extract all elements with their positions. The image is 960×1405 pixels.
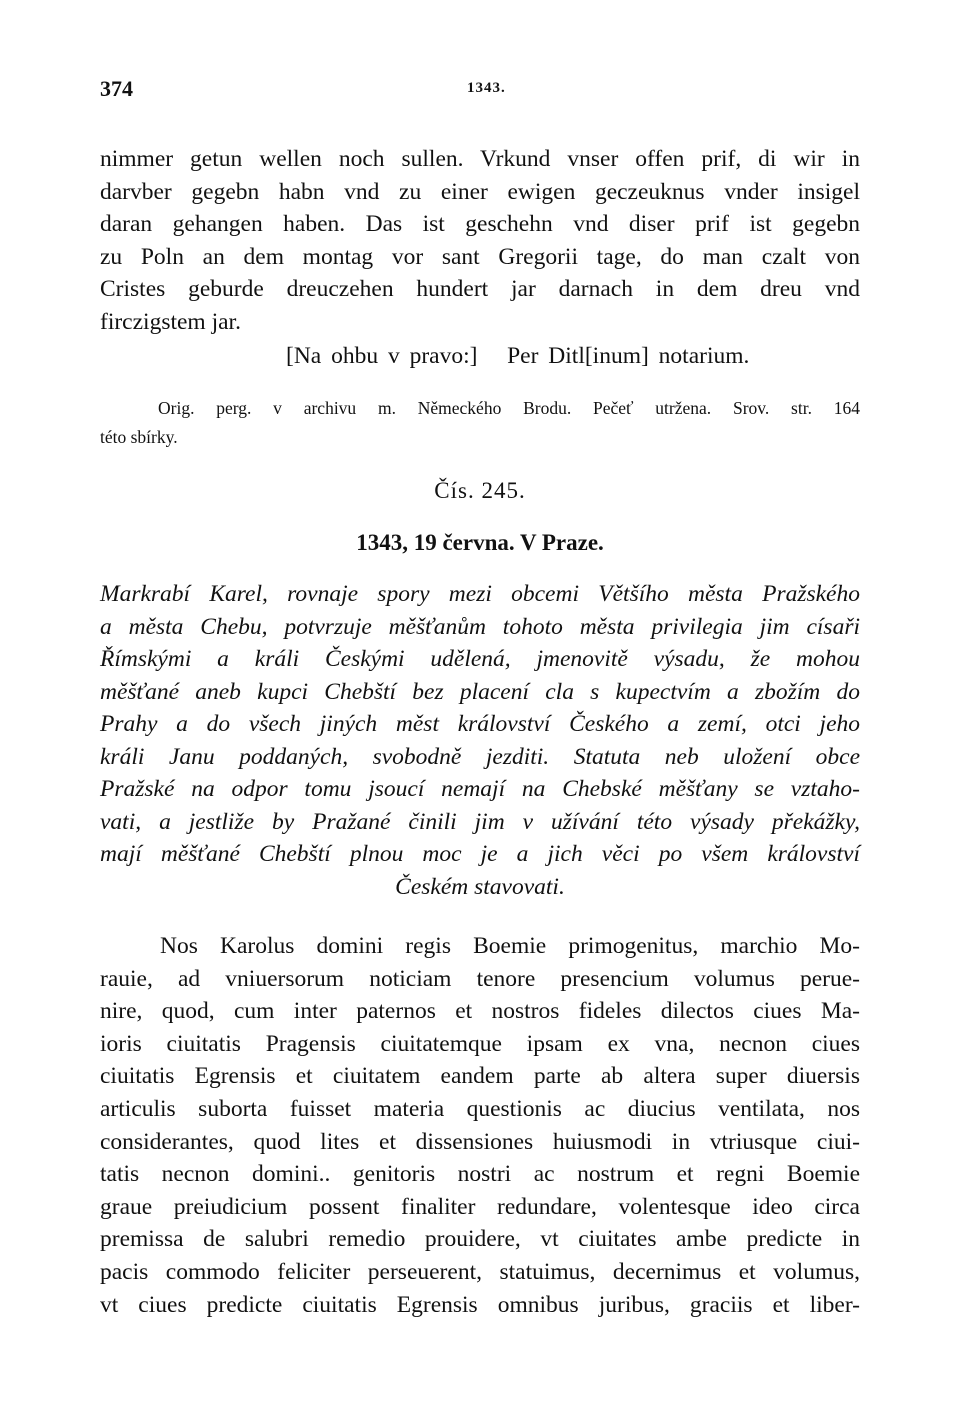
regest-line: Českém stavovati. (395, 873, 565, 900)
running-head-year: 1343. (467, 80, 506, 96)
german-text-line: darvber gegebn habn vnd zu einer ewigen geczeuknus vnder insigel (100, 178, 860, 205)
regest-line: měšťané aneb kupci Chebští bez placení cla s kupectvím a zbožím do (100, 678, 860, 705)
latin-text-line: articulis suborta fuisset materia questionis ac diucius ventilata, nos (100, 1095, 860, 1122)
regest-line: Markrabí Karel, rovnaje spory mezi obcemi Většího města Pražského (100, 581, 860, 607)
page-number: 374 (100, 76, 133, 101)
latin-text-line: Nos Karolus domini regis Boemie primogenitus, marchio Mo- (160, 933, 860, 959)
archival-note (100, 394, 860, 452)
latin-text-line: ioris ciuitatis Pragensis ciuitatemque ipsam ex vna, necnon ciues (100, 1030, 860, 1057)
latin-text-line: tatis necnon domini.. genitoris nostri ac nostrum et regni Boemie (100, 1161, 860, 1188)
regest-line: a města Chebu, potvrzuje měšťanům tohoto města privilegia jim císaři (100, 613, 860, 640)
german-text-line: daran gehangen haben. Das ist geschehn vnd diser prif ist gegebn (100, 211, 860, 237)
regest-line: Pražské na odpor tomu jsoucí nemají na Chebské měšťany se vztaho- (100, 776, 860, 802)
latin-text-line: vt ciues predicte ciuitatis Egrensis omnibus juribus, graciis et liber- (100, 1291, 860, 1318)
german-text-line: Cristes geburde dreuczehen hundert jar darnach in dem dreu vnd (100, 276, 860, 302)
document-number: Čís. 245. (434, 478, 526, 503)
latin-text-line: pacis commodo feliciter perseuerent, statuimus, decernimus et volumus, (100, 1258, 860, 1285)
latin-text-line: ciuitatis Egrensis et ciuitatem eandem parte ab altera super diuersis (100, 1063, 860, 1090)
regest-summary (100, 578, 860, 903)
regest-line: Prahy a do všech jiných měst království Českého a zemí, otci jeho (100, 711, 860, 737)
german-text-line: firczigstem jar. (100, 308, 241, 335)
archival-note-line: Orig. perg. v archivu m. Německého Brodu. Pečeť utržena. Srov. str. 164 (158, 398, 860, 418)
running-head (100, 76, 860, 104)
regest-line: králi Janu poddaných, svobodně jezditi. Statuta neb uložení obce (100, 743, 860, 770)
german-text-line: zu Poln an dem montag vor sant Gregorii tage, do man czalt von (100, 243, 860, 270)
latin-charter-text (100, 930, 860, 1321)
german-text-block (100, 143, 860, 338)
latin-text-line: rauie, ad vniuersorum noticiam tenore presencium volumus perue- (100, 965, 860, 992)
german-text-line: nimmer getun wellen noch sullen. Vrkund vnser offen prif, di wir in (100, 146, 860, 172)
signature-note: [Na ohbu v pravo:] Per Ditl[inum] notarium. (286, 343, 750, 369)
latin-text-line: graue preiudicium possent finaliter redundare, volentesque ideo circa (100, 1193, 860, 1220)
document-date-place: 1343, 19 června. V Praze. (356, 530, 604, 555)
regest-line: mají měšťané Chebští plnou moc je a jich věci po všem království (100, 841, 860, 867)
regest-line: vati, a jestliže by Pražané činili jim v užívání této výsady překážky, (100, 808, 860, 835)
latin-text-line: premissa de salubri remedio prouidere, vt ciuitates ambe predicte in (100, 1226, 860, 1253)
regest-line: Římskými a králi Českými udělená, jmenovitě výsadu, že mohou (100, 646, 860, 672)
latin-text-line: nire, quod, cum inter paternos et nostros fideles dilectos ciues Ma- (100, 998, 860, 1025)
archival-note-line: této sbírky. (100, 427, 178, 447)
latin-text-line: considerantes, quod lites et dissensiones huiusmodi in vtriusque ciui- (100, 1128, 860, 1155)
